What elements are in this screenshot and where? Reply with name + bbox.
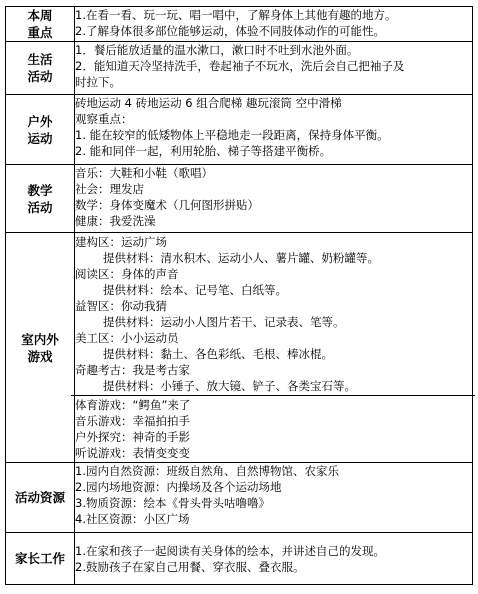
content-line: 数学：身体变魔术（几何图形拼贴） (75, 198, 259, 212)
content-line: 4.社区资源：小区广场 (75, 512, 190, 526)
label-line: 户外 (27, 113, 53, 129)
content-line: 社会：理发店 (75, 182, 144, 196)
resources-content (75, 463, 473, 533)
label-line: 活动资源 (14, 490, 65, 505)
daily-life-content (75, 42, 473, 95)
observation-heading: 观察重点： (75, 112, 133, 126)
outdoor-activities: 砖地运动 4 砖地运动 6 组合爬梯 趣玩滚筒 空中滑梯 (75, 96, 342, 110)
label-line: 活动 (27, 199, 53, 215)
row-weekly-focus (6, 7, 473, 42)
content-line: 2.园内场地资源：内操场及各个运动场地 (75, 480, 282, 494)
content-line: 2．能知道天冷坚持洗手，卷起袖子不玩水，洗后会自己把袖子及 (75, 59, 405, 73)
row-teaching (6, 165, 473, 233)
content-line: 3.物质资源：绘本《骨头骨头咕噜噜》 (75, 496, 270, 510)
game-line: 户外探究：神奇的手影 (75, 430, 190, 444)
row-label-teaching (6, 165, 75, 233)
row-label-outdoor (6, 95, 75, 165)
label-line: 本周 (27, 8, 53, 23)
row-label-games (6, 233, 75, 463)
label-line: 教学 (27, 182, 53, 198)
label-line: 生活 (27, 52, 53, 67)
row-parents (6, 533, 473, 585)
area-materials: 提供材料：清水积木、运动小人、薯片罐、奶粉罐等。 (103, 251, 379, 265)
content-line: 1. 能在较窄的低矮物体上平稳地走一段距离，保持身体平衡。 (75, 128, 389, 142)
teaching-content (75, 165, 473, 233)
row-label-parents (6, 533, 75, 585)
label-line: 重点 (27, 25, 53, 40)
content-line: 时拉下。 (75, 75, 121, 89)
game-line: 音乐游戏：幸福拍拍手 (75, 414, 190, 428)
area-materials: 提供材料：小锤子、放大镜、铲子、各类宝石等。 (103, 379, 356, 393)
area-name: 阅读区：身体的声音 (75, 267, 179, 281)
area-materials: 提供材料：运动小人图片若干、记录表、笔等。 (103, 315, 345, 329)
area-name: 建构区：运动广场 (75, 235, 167, 249)
label-line: 室内外 (21, 331, 59, 347)
game-line: 体育游戏：“鳄鱼”来了 (75, 398, 191, 412)
label-line: 游戏 (27, 348, 53, 364)
content-line: 健康：我爱洗澡 (75, 214, 156, 228)
row-daily-life (6, 42, 473, 95)
content-line: 2.鼓励孩子在家自己用餐、穿衣服、叠衣服。 (75, 559, 305, 574)
area-name: 奇趣考古：我是考古家 (75, 363, 190, 377)
label-line: 家长工作 (14, 551, 65, 566)
content-line: 1．餐后能放适量的温水漱口，漱口时不吐到水池外面。 (75, 43, 359, 57)
row-games (6, 233, 473, 463)
outdoor-content (75, 95, 473, 165)
content-line: 2.了解身体很多部位能够运动，体验不同肢体动作的可能性。 (75, 24, 385, 38)
row-label-weekly-focus (6, 7, 75, 42)
area-name: 美工区：小小运动员 (75, 331, 179, 345)
area-games-section (71, 233, 475, 395)
row-resources (6, 463, 473, 533)
content-line: 1.在家和孩子一起阅读有关身体的绘本，并讲述自己的发现。 (75, 543, 385, 558)
row-label-daily-life (6, 42, 75, 95)
other-games-section (71, 395, 475, 462)
content-line: 音乐：大鞋和小鞋（歌唱） (75, 166, 213, 180)
row-label-resources (6, 463, 75, 533)
parents-content (75, 533, 473, 585)
weekly-focus-content (75, 7, 473, 42)
content-line: 1.园内自然资源：班级自然角、自然博物馆、农家乐 (75, 464, 339, 478)
games-content (75, 233, 473, 463)
label-line: 运动 (27, 130, 53, 146)
content-line: 2. 能和同伴一起，利用轮胎、梯子等搭建平衡桥。 (75, 144, 332, 158)
area-materials: 提供材料：绘本、记号笔、白纸等。 (103, 283, 287, 297)
row-outdoor (6, 95, 473, 165)
label-line: 活动 (27, 69, 53, 84)
area-name: 益智区：你动我猜 (75, 299, 167, 313)
area-materials: 提供材料：黏土、各色彩纸、毛根、棒冰棍。 (103, 347, 333, 361)
game-line: 听说游戏：表情变变变 (75, 446, 190, 460)
weekly-plan-table (5, 6, 473, 585)
content-line: 1.在看一看、玩一玩、唱一唱中，了解身体上其他有趣的地方。 (75, 8, 397, 22)
